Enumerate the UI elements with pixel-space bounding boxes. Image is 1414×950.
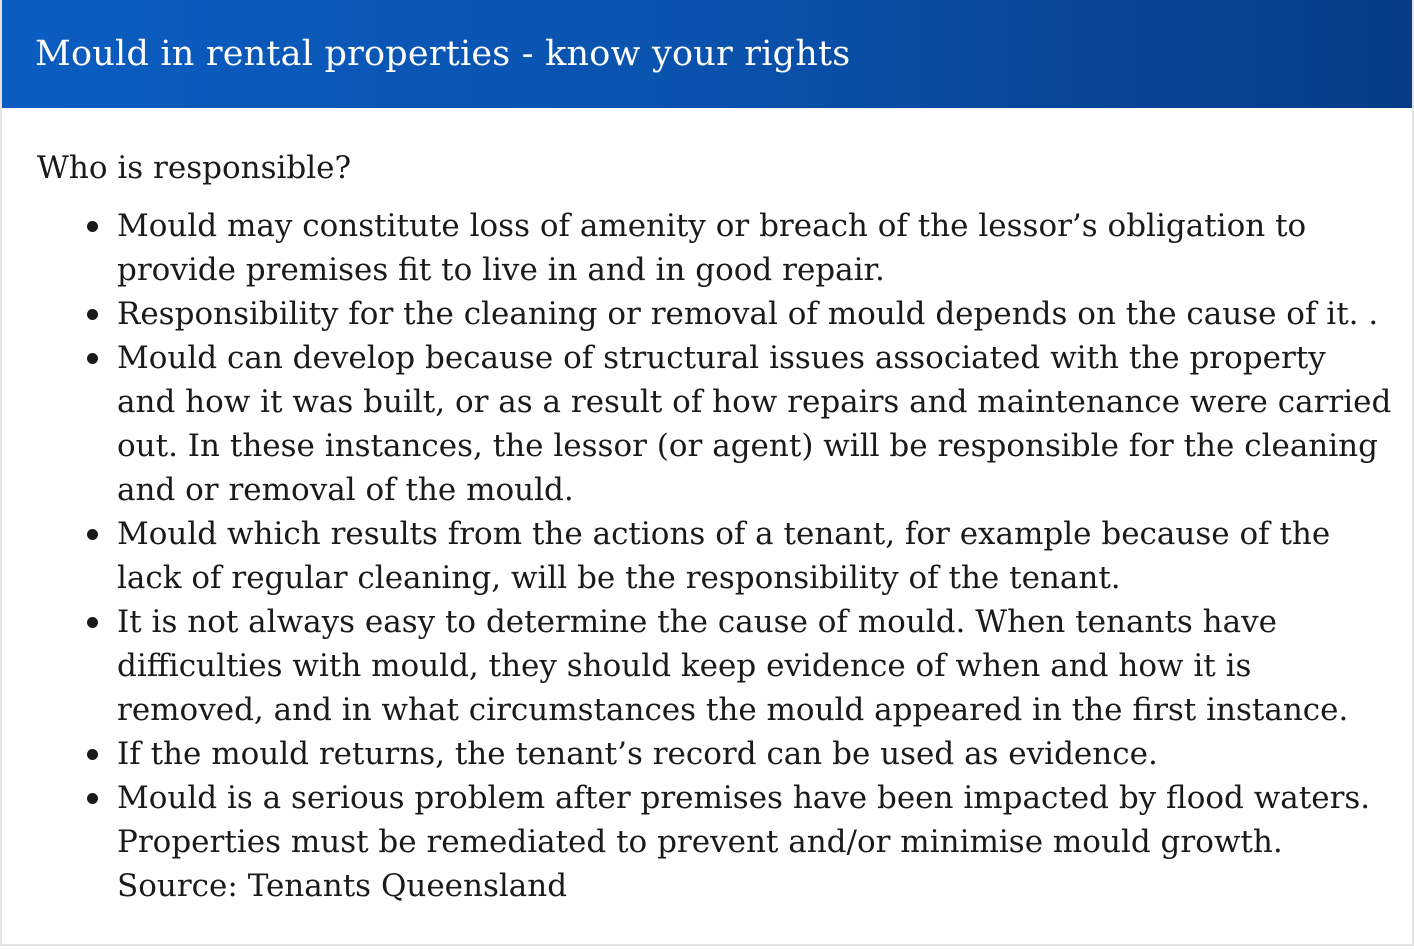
list-item: Mould may constitute loss of amenity or breach of the lessor’s obligation to provide premises fit to live in and in good repair.	[117, 204, 1392, 292]
section-subheading: Who is responsible?	[37, 150, 352, 186]
list-item: If the mould returns, the tenant’s record can be used as evidence.	[117, 732, 1392, 776]
card-body	[2, 108, 1412, 908]
list-item: Mould can develop because of structural issues associated with the property and how it was built, or as a result of how repairs and maintenance were carried out. In these instances, the lessor (or agent) will be responsible for the cleaning and or removal of the mould.	[117, 336, 1392, 512]
list-item: Responsibility for the cleaning or removal of mould depends on the cause of it. .	[117, 292, 1392, 336]
card-title: Mould in rental properties - know your rights	[35, 33, 851, 74]
source-credit: Source: Tenants Queensland	[117, 868, 568, 904]
responsibility-list	[37, 204, 1392, 908]
list-item: Mould which results from the actions of a tenant, for example because of the lack of regular cleaning, will be the responsibility of the tenant.	[117, 512, 1392, 600]
card-header	[2, 0, 1412, 108]
list-item-text: Mould is a serious problem after premises have been impacted by flood waters. Properties must be remediated to prevent and/or minimise mould growth.	[117, 780, 1371, 860]
list-item: It is not always easy to determine the cause of mould. When tenants have difficulties with mould, they should keep evidence of when and how it is removed, and in what circumstances the mould appeared in the first instance.	[117, 600, 1392, 732]
list-item-last	[117, 776, 1392, 908]
